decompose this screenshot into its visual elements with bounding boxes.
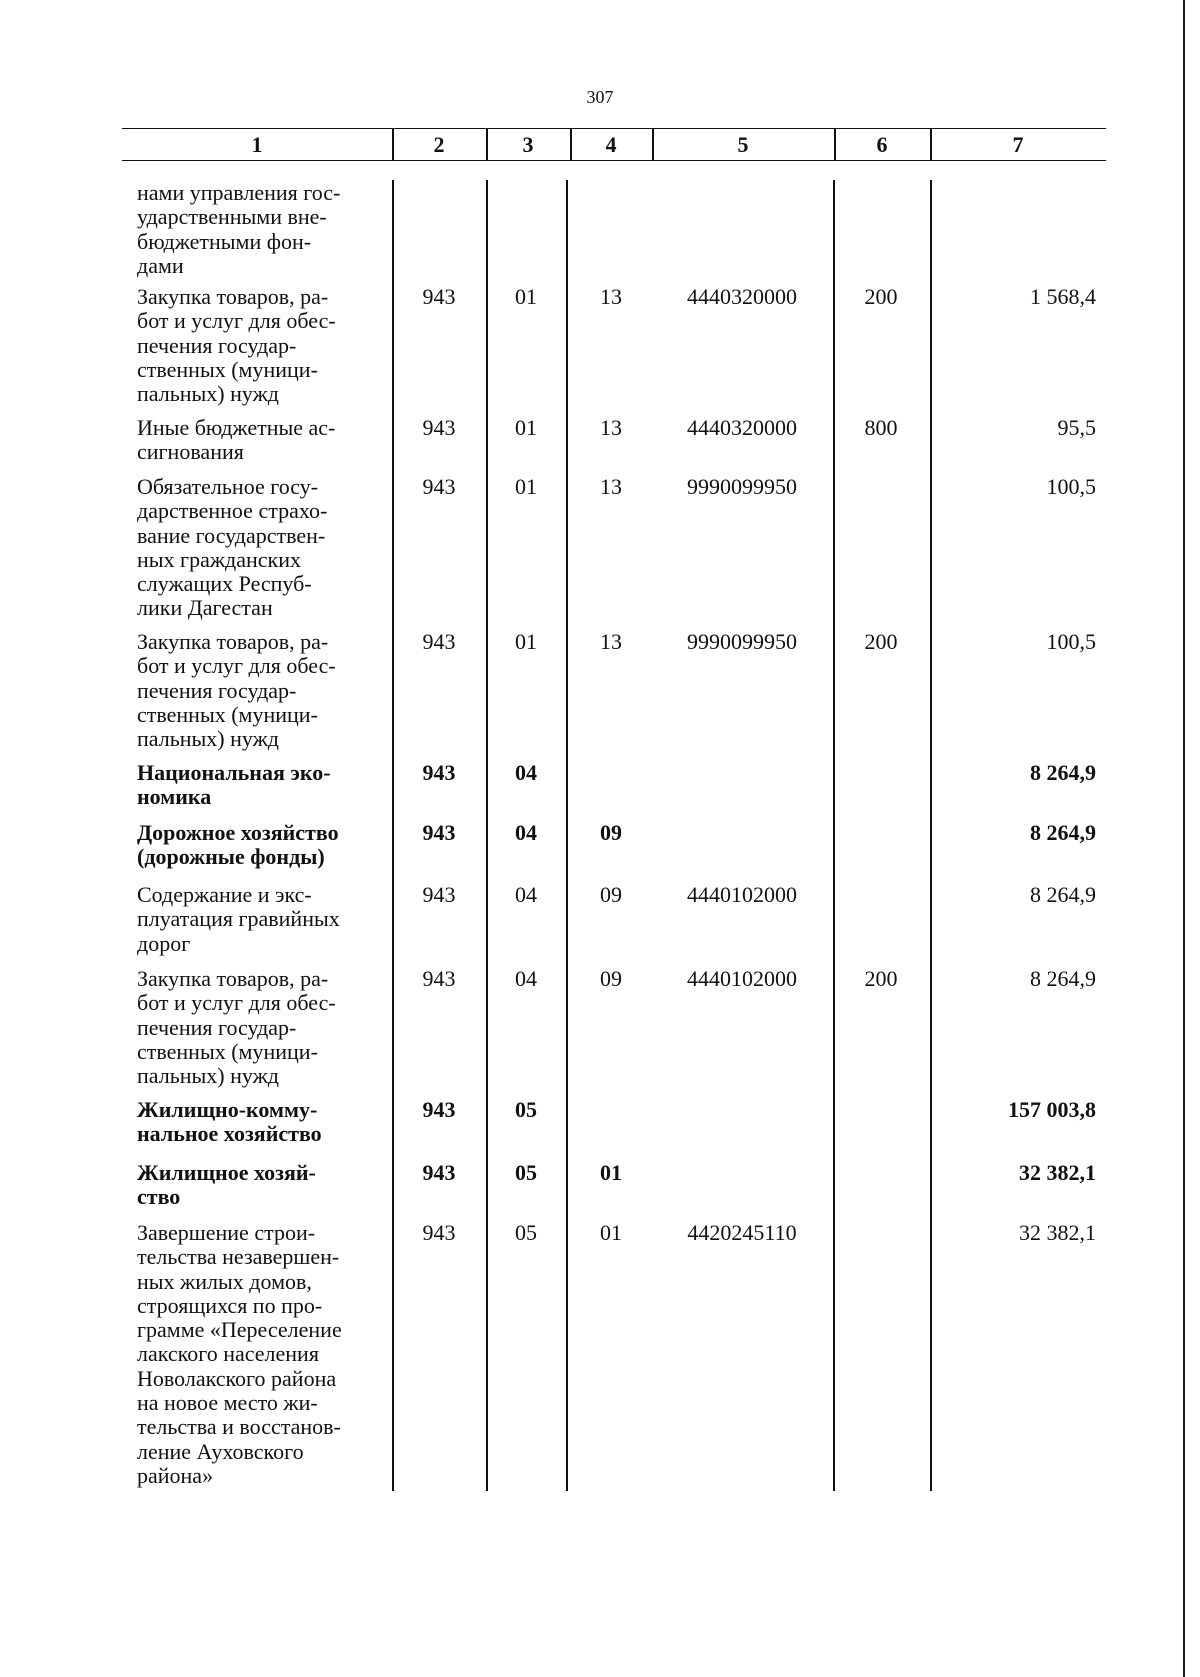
cell-section-code: 04 (515, 966, 537, 991)
cell-amount: 8 264,9 (1030, 882, 1096, 907)
name-line: дами (137, 252, 184, 278)
column-divider (833, 180, 835, 1491)
name-line: грамме «Переселение (137, 1317, 342, 1343)
cell-target-article: 9990099950 (687, 474, 797, 499)
column-header-4: 4 (605, 132, 617, 157)
row-name-cell (137, 630, 382, 751)
cell-section-code: 05 (515, 1097, 537, 1122)
cell-subsection-code: 09 (600, 882, 622, 907)
name-line: служащих Респуб- (137, 571, 312, 597)
row-name-cell (137, 1098, 382, 1147)
row-name-cell (137, 285, 382, 406)
row-name-cell (137, 967, 382, 1088)
name-line: ственных (муници- (137, 356, 318, 382)
cell-amount: 8 264,9 (1030, 760, 1096, 785)
cell-amount: 95,5 (1057, 415, 1096, 440)
cell-section-code: 05 (515, 1220, 537, 1245)
cell-ministry-code: 943 (422, 474, 456, 499)
cell-subsection-code: 13 (600, 629, 622, 654)
cell-ministry-code: 943 (422, 1097, 456, 1122)
name-line: Завершение строи- (137, 1220, 316, 1245)
name-line: (дорожные фонды) (137, 844, 325, 870)
cell-subsection-code: 09 (600, 820, 622, 845)
name-line: Закупка товаров, ра- (137, 629, 329, 654)
page-number: 307 (586, 87, 614, 107)
name-line: бюджетными фон- (137, 228, 312, 254)
cell-subsection-code: 01 (600, 1220, 622, 1245)
name-line: ных гражданских (137, 546, 302, 572)
cell-section-code: 01 (515, 415, 537, 440)
name-line: ных жилых домов, (137, 1268, 312, 1294)
name-line: номика (137, 784, 212, 810)
cell-amount: 32 382,1 (1019, 1220, 1096, 1245)
name-line: ударственными вне- (137, 204, 327, 230)
column-divider (566, 180, 568, 1491)
cell-section-code: 05 (515, 1160, 537, 1185)
cell-target-article: 4440320000 (687, 415, 797, 440)
cell-amount: 1 568,4 (1030, 284, 1096, 309)
cell-ministry-code: 943 (422, 820, 456, 845)
name-line: бот и услуг для обес- (137, 653, 336, 679)
cell-target-article: 9990099950 (687, 629, 797, 654)
name-line: пальных) нужд (137, 381, 280, 407)
cell-expense-type: 200 (864, 284, 898, 309)
name-line: лики Дагестан (137, 595, 273, 621)
cell-ministry-code: 943 (422, 1220, 456, 1245)
name-line: нами управления гос- (137, 180, 341, 205)
name-line: пальных) нужд (137, 1063, 280, 1089)
name-line: тельства и восстанов- (137, 1414, 341, 1440)
name-line: Жилищно-комму- (137, 1097, 318, 1122)
row-name-cell (137, 181, 382, 278)
name-line: района» (137, 1462, 214, 1488)
row-name-cell (137, 416, 382, 465)
name-line: ственных (муници- (137, 701, 318, 727)
name-line: Обязательное госу- (137, 474, 319, 499)
name-line: бот и услуг для обес- (137, 990, 336, 1016)
name-line: печения государ- (137, 332, 297, 358)
cell-subsection-code: 13 (600, 474, 622, 499)
name-line: строящихся по про- (137, 1292, 323, 1318)
row-name-cell (137, 1161, 382, 1210)
name-line: Национальная эко- (137, 760, 331, 785)
name-line: Закупка товаров, ра- (137, 284, 329, 309)
name-line: ственных (муници- (137, 1038, 318, 1064)
cell-amount: 8 264,9 (1030, 820, 1096, 845)
cell-subsection-code: 01 (600, 1160, 622, 1185)
cell-amount: 32 382,1 (1019, 1160, 1096, 1185)
cell-amount: 100,5 (1046, 474, 1096, 499)
cell-section-code: 04 (515, 760, 537, 785)
cell-ministry-code: 943 (422, 629, 456, 654)
cell-section-code: 04 (515, 820, 537, 845)
cell-ministry-code: 943 (422, 415, 456, 440)
cell-ministry-code: 943 (422, 1160, 456, 1185)
cell-subsection-code: 13 (600, 284, 622, 309)
cell-target-article: 4440102000 (687, 882, 797, 907)
name-line: плуатация гравийных (137, 906, 340, 932)
name-line: на новое место жи- (137, 1390, 318, 1416)
cell-expense-type: 200 (864, 629, 898, 654)
cell-ministry-code: 943 (422, 966, 456, 991)
name-line: печения государ- (137, 1014, 297, 1040)
cell-section-code: 01 (515, 629, 537, 654)
table-header (122, 128, 1106, 161)
name-line: нальное хозяйство (137, 1121, 322, 1147)
column-header-6: 6 (876, 132, 888, 157)
name-line: бот и услуг для обес- (137, 308, 336, 334)
cell-section-code: 04 (515, 882, 537, 907)
name-line: Дорожное хозяйство (137, 820, 339, 845)
column-header-2: 2 (433, 132, 445, 157)
column-header-5: 5 (737, 132, 749, 157)
row-name-cell (137, 761, 382, 810)
name-line: сигнования (137, 439, 244, 465)
cell-target-article: 4420245110 (687, 1220, 797, 1245)
cell-section-code: 01 (515, 474, 537, 499)
name-line: пальных) нужд (137, 726, 280, 752)
name-line: ление Ауховского (137, 1438, 304, 1464)
page-edge-line (1183, 0, 1185, 1677)
cell-amount: 8 264,9 (1030, 966, 1096, 991)
column-header-1: 1 (251, 132, 263, 157)
name-line: Жилищное хозяй- (137, 1160, 316, 1185)
row-name-cell (137, 1221, 382, 1488)
cell-expense-type: 800 (864, 415, 898, 440)
cell-ministry-code: 943 (422, 284, 456, 309)
name-line: дорог (137, 930, 191, 956)
cell-section-code: 01 (515, 284, 537, 309)
cell-subsection-code: 13 (600, 415, 622, 440)
cell-amount: 157 003,8 (1008, 1097, 1096, 1122)
column-header-7: 7 (1012, 132, 1024, 157)
name-line: Иные бюджетные ас- (137, 415, 336, 440)
cell-ministry-code: 943 (422, 882, 456, 907)
name-line: дарственное страхо- (137, 498, 328, 524)
cell-subsection-code: 09 (600, 966, 622, 991)
name-line: печения государ- (137, 677, 297, 703)
cell-ministry-code: 943 (422, 760, 456, 785)
name-line: Содержание и экс- (137, 882, 312, 907)
name-line: ство (137, 1184, 181, 1210)
name-line: вание государствен- (137, 522, 326, 548)
column-header-3: 3 (522, 132, 534, 157)
row-name-cell (137, 475, 382, 621)
row-name-cell (137, 821, 382, 870)
cell-target-article: 4440320000 (687, 284, 797, 309)
name-line: Новолакского района (137, 1365, 337, 1391)
cell-amount: 100,5 (1046, 629, 1096, 654)
row-name-cell (137, 883, 382, 956)
name-line: лакского населения (137, 1341, 319, 1367)
cell-expense-type: 200 (864, 966, 898, 991)
name-line: тельства незавершен- (137, 1244, 340, 1270)
name-line: Закупка товаров, ра- (137, 966, 329, 991)
cell-target-article: 4440102000 (687, 966, 797, 991)
